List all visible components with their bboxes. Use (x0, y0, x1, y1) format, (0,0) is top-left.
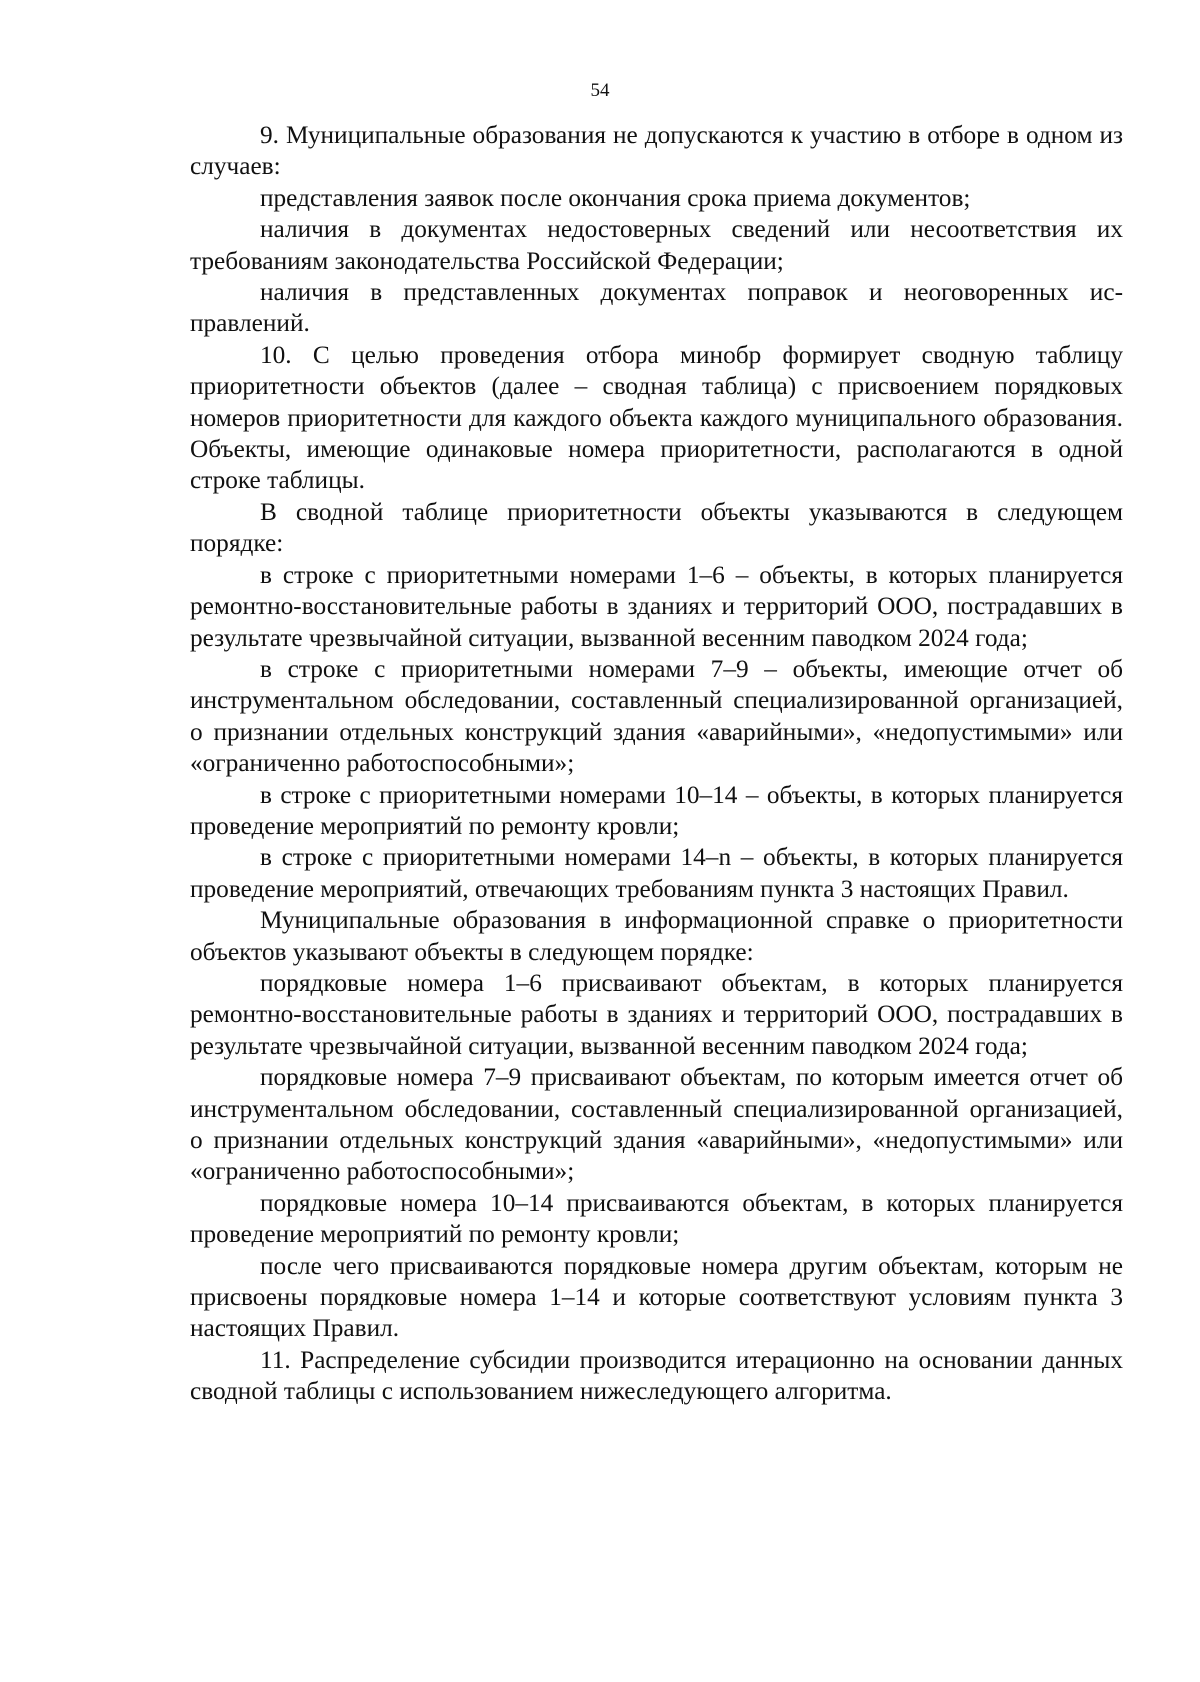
paragraph-row-10-14: в строке с приоритетными номерами 10–14 – объекты, в которых планируется проведение мероприятий по ремонту кровли; (190, 780, 1123, 840)
page-number: 54 (590, 80, 610, 101)
paragraph-11: 11. Распределение субсидии производится итерационно на основании данных сводной таблицы с использованием нижеследующего алгоритма. (190, 1345, 1123, 1406)
paragraph-9-intro: 9. Муниципальные образования не допускаются к участию в отборе в одном из случаев: (190, 121, 1123, 181)
paragraph-row-1-6: в строке с приоритетными номерами 1–6 – объекты, в которых планируется ремонтно-восстановительные работы в зданиях и территорий ООО, пострадавших в результате чрезвычайной ситуации, вызванной весенним паводком 2024 года; (190, 560, 1123, 652)
paragraph-numbers-10-14: порядковые номера 10–14 присваиваются объектам, в которых планируется проведение мероприятий по ремонту кровли; (190, 1188, 1123, 1249)
paragraph-10: 10. С целью проведения отбора минобр формирует сводную таблицу приоритетности объектов (далее – сводная таблица) с присвоением порядковых номеров приоритетности для каждого объекта каждого муниципального образования. Объекты, имеющие одинаковые номера приоритетности, располагаются в одной строке таблицы. (190, 340, 1123, 495)
paragraph-row-7-9: в строке с приоритетными номерами 7–9 – объекты, имеющие отчет об инструментальном обследовании, составленный специализированной организацией, о признании отдельных конструкций здания «аварийными», «недопустимыми» или «ограниченно работоспособными»; (190, 654, 1123, 778)
paragraph-9-case-false-info: наличия в документах недостоверных сведений или несоответствия их требованиям законодательства Российской Федерации; (190, 215, 1123, 275)
paragraph-municipal-info: Муниципальные образования в информационной справке о приоритетности объектов указывают объекты в следующем порядке: (190, 906, 1123, 966)
paragraph-summary-table-order: В сводной таблице приоритетности объекты указываются в следующем порядке: (190, 497, 1123, 558)
paragraph-numbers-7-9: порядковые номера 7–9 присваивают объектам, по которым имеется отчет об инструментальном обследовании, составленный специализированной организацией, о признании отдельных конструкций здания «аварийными», «недопустимыми» или «ограниченно работоспособными»; (190, 1063, 1123, 1186)
paragraph-other-numbers: после чего присваиваются порядковые номера другим объектам, которым не присвоены порядковые номера 1–14 и которые соответствуют условиям пункта 3 настоящих Правил. (190, 1251, 1123, 1343)
document-body (190, 120, 1123, 1408)
paragraph-numbers-1-6: порядковые номера 1–6 присваивают объектам, в которых планируется ремонтно-восстановительные работы в зданиях и территорий ООО, пострадавших в результате чрезвычайной ситуации, вызванной весенним паводком 2024 года; (190, 968, 1123, 1060)
paragraph-9-case-late-submission: представления заявок после окончания срока приема документов; (260, 183, 971, 212)
paragraph-row-14-n: в строке с приоритетными номерами 14–n – объекты, в которых планируется проведение мероприятий, отвечающих требованиям пункта 3 настоящих Правил. (190, 843, 1123, 903)
paragraph-9-case-corrections: наличия в представленных документах поправок и неоговоренных исправлений. (190, 278, 1123, 338)
